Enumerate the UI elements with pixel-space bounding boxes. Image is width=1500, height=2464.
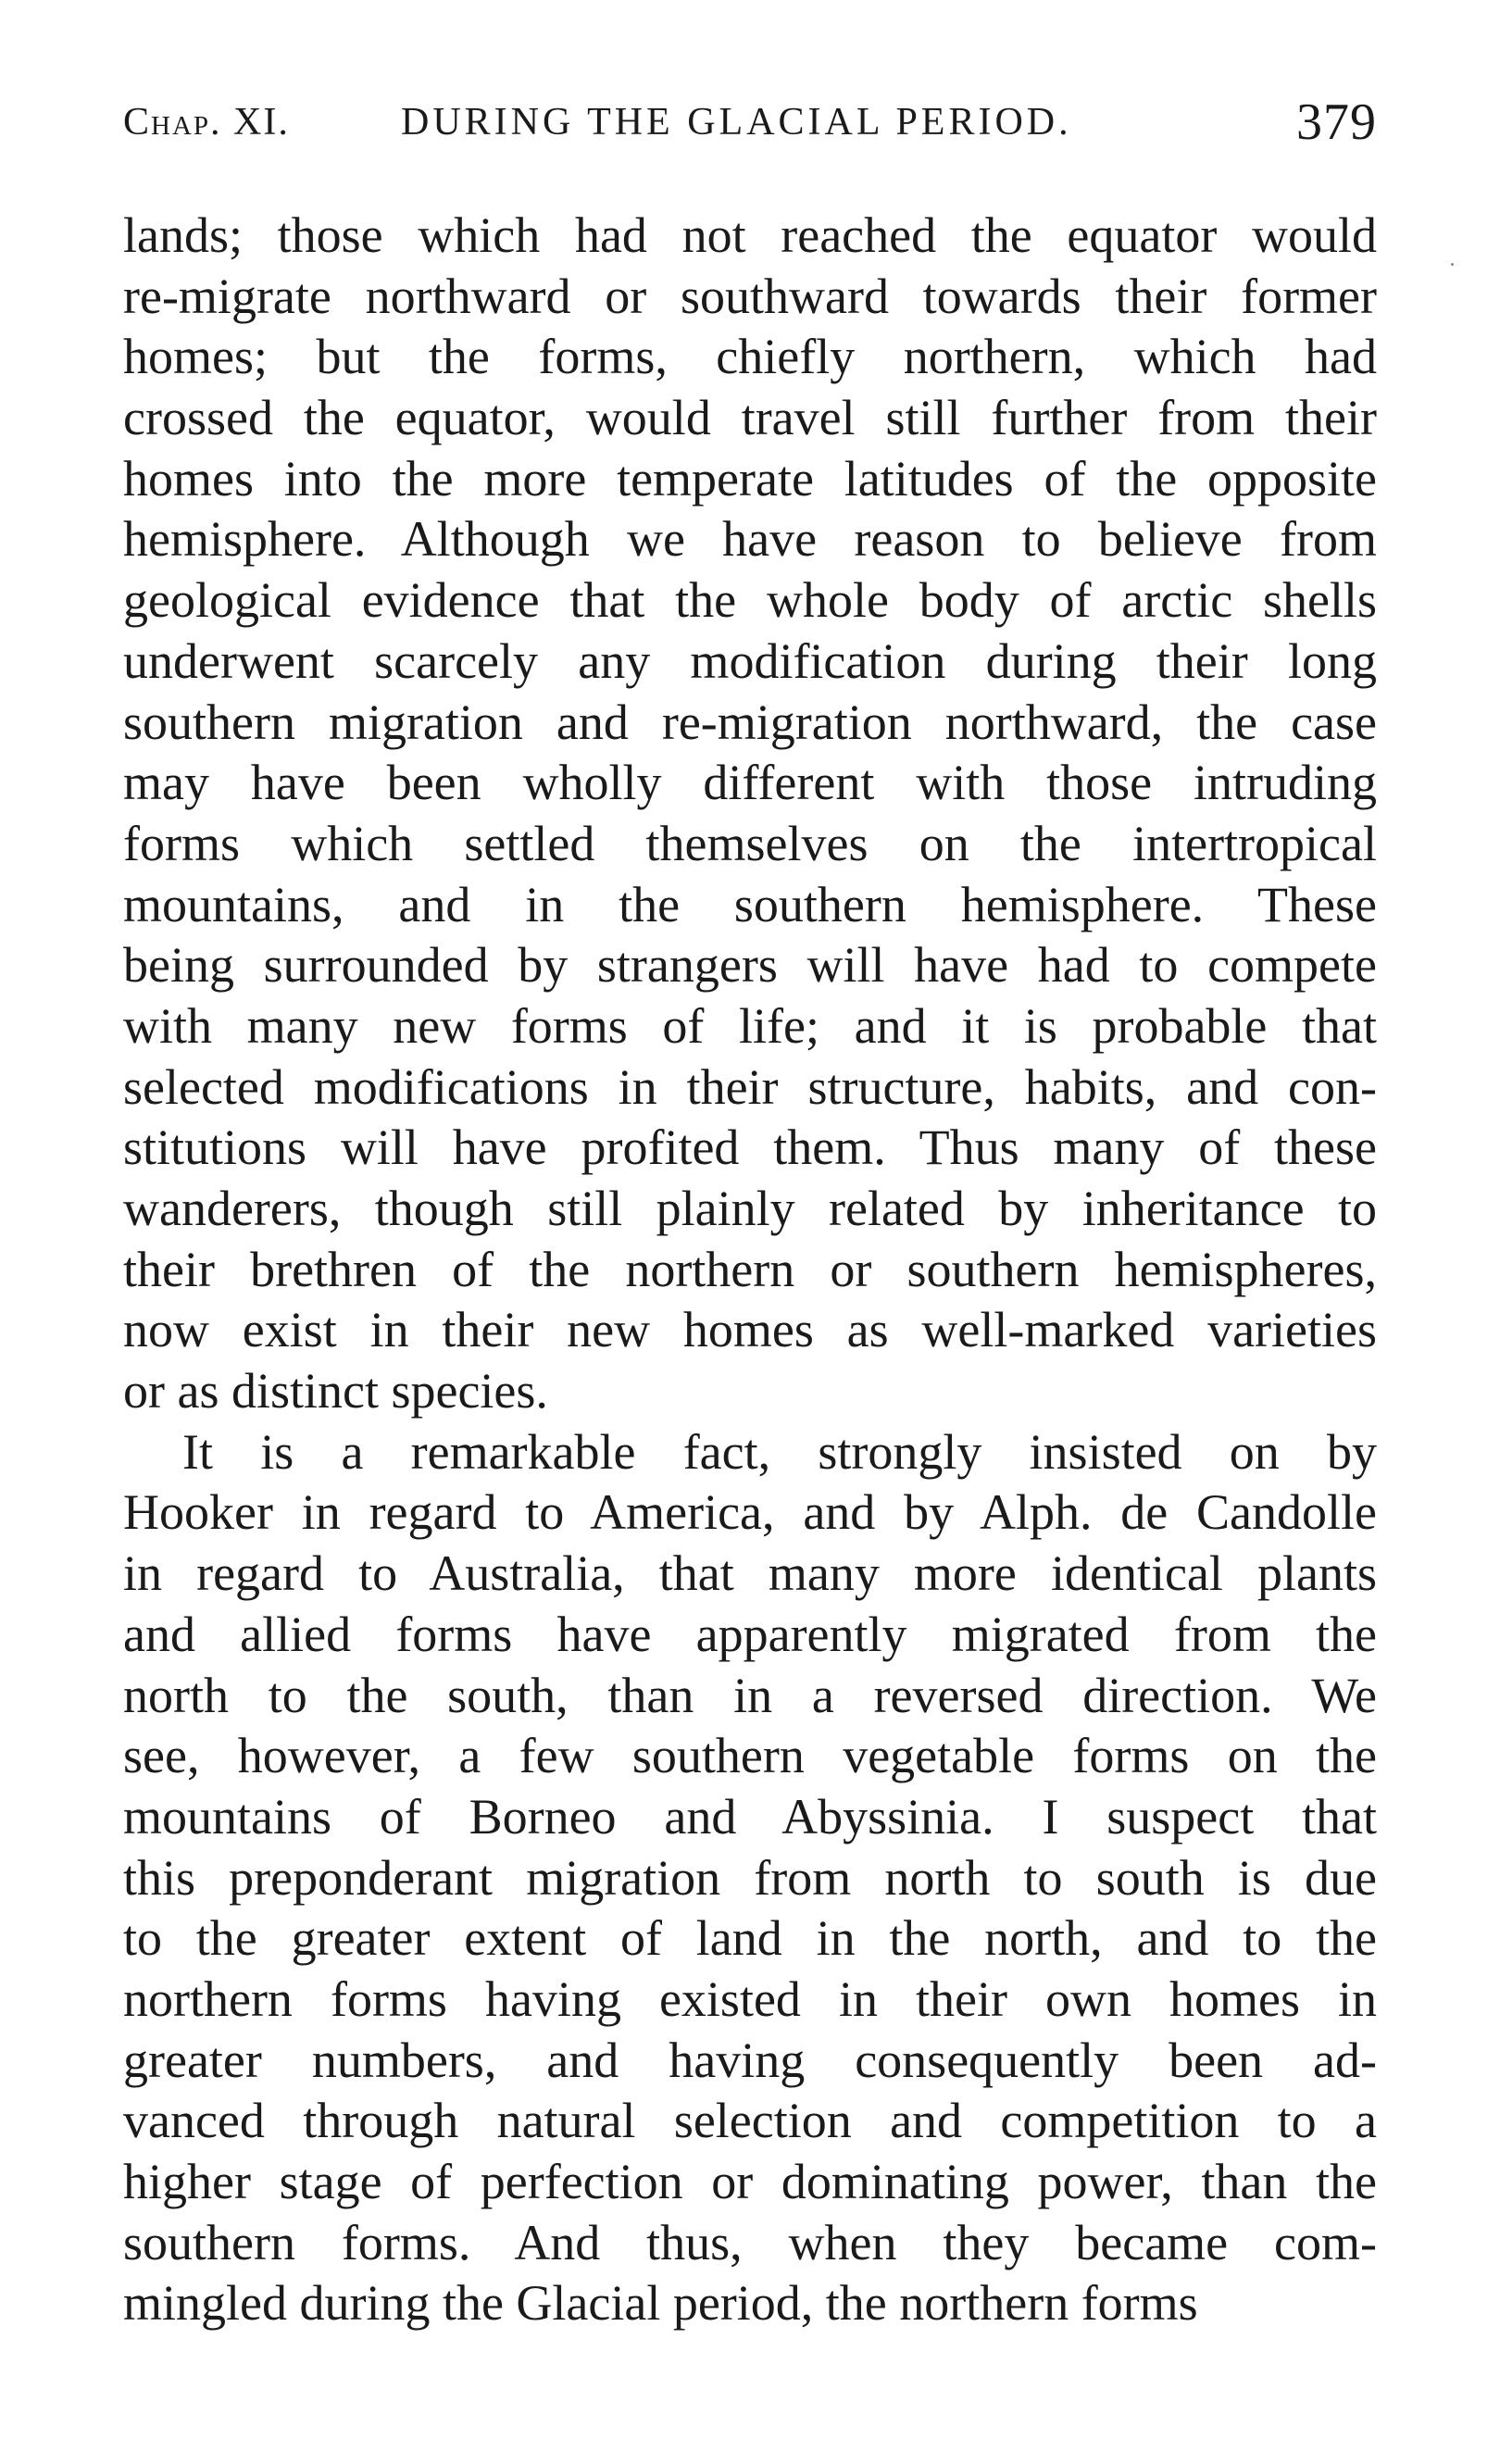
text-line: geological evidence that the whole body of arctic shells [123, 572, 1377, 629]
text-line: southern forms. And thus, when they became com- [123, 2214, 1377, 2270]
text-line: wanderers, though still plainly related by inheritance to [123, 1181, 1377, 1236]
text-line: being surrounded by strangers will have had to compete [123, 937, 1377, 994]
text-line: their brethren of the northern or southern hemispheres, [123, 1241, 1377, 1297]
body-text [123, 206, 1377, 2334]
text-line: mingled during the Glacial period, the northern forms [123, 2275, 1198, 2332]
text-line: now exist in their new homes as well-marked varieties [123, 1302, 1377, 1358]
paragraph [123, 206, 1377, 1422]
text-line: see, however, a few southern vegetable forms on the [123, 1728, 1377, 1784]
text-line: stitutions will have profited them. Thus many of these [123, 1119, 1377, 1176]
text-line: It is a remarkable fact, strongly insisted on by [182, 1423, 1377, 1480]
text-line: with many new forms of life; and it is probable that [123, 997, 1377, 1054]
text-line: northern forms having existed in their own homes in [123, 1970, 1377, 2027]
text-line: re-migrate northward or southward towards their former [123, 268, 1377, 324]
text-line: southern migration and re-migration northward, the case [123, 694, 1377, 750]
text-line: selected modifications in their structure, habits, and con- [123, 1058, 1377, 1115]
paper-speck [1451, 263, 1454, 266]
paragraph [123, 1422, 1377, 2334]
text-line: may have been wholly different with those intruding [123, 755, 1377, 811]
text-line: vanced through natural selection and competition to a [123, 2093, 1377, 2149]
text-line: underwent scarcely any modification during their long [123, 632, 1377, 689]
text-line: mountains, and in the southern hemisphere. These [123, 876, 1377, 932]
text-line: this preponderant migration from north to south is due [123, 1849, 1377, 1906]
text-line: homes into the more temperate latitudes of the opposite [123, 450, 1377, 507]
text-line: Hooker in regard to America, and by Alph. de Candolle [123, 1484, 1377, 1541]
text-line: lands; those which had not reached the equator would [123, 207, 1377, 263]
text-line: hemisphere. Although we have reason to believe from [123, 511, 1377, 568]
text-line: in regard to Australia, that many more identical plants [123, 1545, 1377, 1602]
text-line: greater numbers, and having consequently been ad- [123, 2032, 1377, 2088]
text-line: or as distinct species. [123, 1363, 548, 1420]
chapter-label: Chap. XI. [123, 101, 290, 144]
text-line: higher stage of perfection or dominating power, than the [123, 2154, 1377, 2209]
running-title: DURING THE GLACIAL PERIOD. [401, 101, 1072, 144]
text-line: forms which settled themselves on the intertropical [123, 815, 1377, 871]
text-line: homes; but the forms, chiefly northern, which had [123, 329, 1377, 385]
text-line: north to the south, than in a reversed direction. We [123, 1667, 1377, 1723]
running-header [123, 94, 1377, 156]
text-line: and allied forms have apparently migrated from the [123, 1606, 1377, 1662]
text-line: mountains of Borneo and Abyssinia. I suspect that [123, 1788, 1377, 1845]
text-line: crossed the equator, would travel still further from their [123, 390, 1377, 446]
page-number: 379 [1296, 94, 1377, 151]
text-line: to the greater extent of land in the north, and to the [123, 1910, 1377, 1967]
